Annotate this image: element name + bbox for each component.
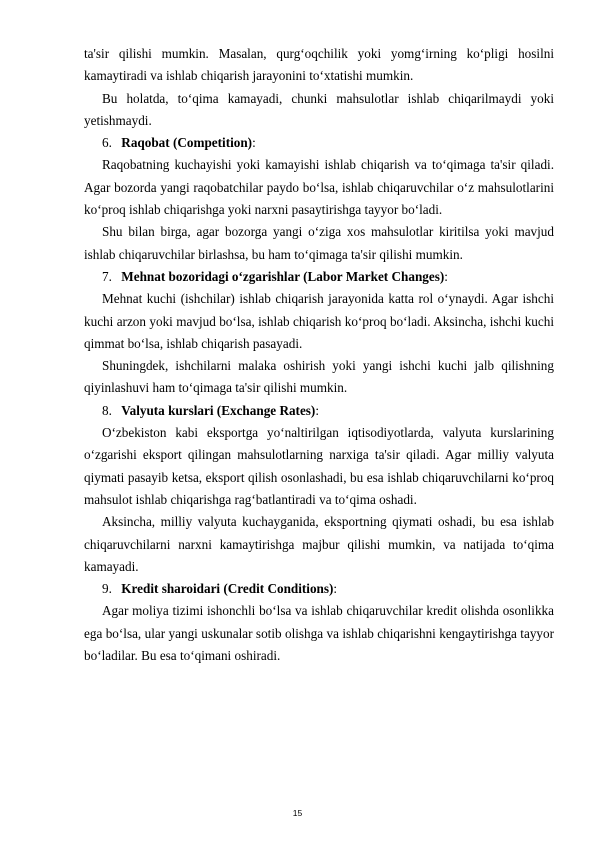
paragraph: Shu bilan birga, agar bozorga yangi o‘ziga xos mahsulotlar kiritilsa yoki mavjud ishlab chiqaruvchilar birlashsa, bu ham to‘qimaga ta'sir qilishi mumkin. — [84, 224, 554, 262]
heading-colon: : — [252, 135, 256, 151]
paragraph: Bu holatda, to‘qima kamayadi, chunki mahsulotlar ishlab chiqarilmaydi yoki yetishmaydi. — [84, 90, 554, 128]
heading-title: Kredit sharoidari (Credit Conditions) — [121, 581, 334, 597]
heading-colon: : — [333, 581, 338, 597]
paragraph: Shuningdek, ishchilarni malaka oshirish yoki yangi ishchi kuchi jalb qilishning qiyinlashuvi ham to‘qimaga ta'sir qilishi mumkin. — [84, 358, 554, 396]
section-heading-6 — [84, 132, 554, 154]
heading-colon: : — [444, 268, 448, 284]
page-number: 15 — [292, 808, 303, 818]
heading-title: Raqobat (Competition) — [121, 135, 253, 151]
paragraph: O‘zbekiston kabi eksportga yo‘naltirilgan iqtisodiyotlarda, valyuta kurslarining o‘zgarishi eksport qilingan mahsulotlarning narxiga ta'sir qiladi. Agar milliy valyuta qiymati pasayib ketsa, eksport qilish osonlashadi, bu esa ishlab chiqaruvchilarni ko‘proq mahsulot ishlab chiqarishga rag‘batlantiradi va to‘qima oshadi. — [84, 425, 554, 507]
section-heading-9 — [84, 578, 554, 600]
section-heading-7 — [84, 266, 554, 288]
paragraph: Raqobatning kuchayishi yoki kamayishi ishlab chiqarish va to‘qimaga ta'sir qiladi. Agar bozorda yangi raqobatchilar paydo bo‘lsa, ishlab chiqaruvchilar o‘z mahsulotlarini ko‘proq ishlab chiqarishga yoki narxni pasaytirishga tayyor bo‘ladi. — [84, 157, 554, 218]
paragraph: Aksincha, milliy valyuta kuchayganida, eksportning qiymati oshadi, bu esa ishlab chiqaruvchilarni narxni kamaytirishga majbur qilishi mumkin, va natijada to‘qima kamayadi. — [84, 514, 554, 574]
heading-number: 7. — [102, 268, 112, 284]
heading-colon: : — [315, 402, 320, 418]
paragraph: ta'sir qilishi mumkin. Masalan, qurg‘oqchilik yoki yomg‘irning ko‘pligi hosilni kamaytiradi va ishlab chiqarish jarayonini to‘xtatishi mumkin. — [84, 46, 554, 84]
heading-number: 6. — [102, 135, 112, 151]
heading-title: Mehnat bozoridagi o‘zgarishlar (Labor Market Changes) — [121, 268, 445, 284]
heading-number: 9. — [102, 581, 112, 597]
paragraph: Mehnat kuchi (ishchilar) ishlab chiqarish jarayonida katta rol o‘ynaydi. Agar ishchi kuchi arzon yoki mavjud bo‘lsa, ishlab chiqarish ko‘proq bo‘ladi. Aksincha, ishchi kuchi qimmat bo‘lsa, ishlab chiqarish pasayadi. — [84, 291, 554, 351]
heading-number: 8. — [102, 402, 112, 418]
document-page — [84, 43, 554, 667]
paragraph: Agar moliya tizimi ishonchli bo‘lsa va ishlab chiqaruvchilar kredit olishda osonlikka ega bo‘lsa, ular yangi uskunalar sotib olishga va ishlab chiqarishni kengaytirishga tayyor bo‘ladilar. Bu esa to‘qimani oshiradi. — [84, 603, 554, 664]
section-heading-8 — [84, 400, 554, 422]
heading-title: Valyuta kurslari (Exchange Rates) — [121, 402, 316, 418]
